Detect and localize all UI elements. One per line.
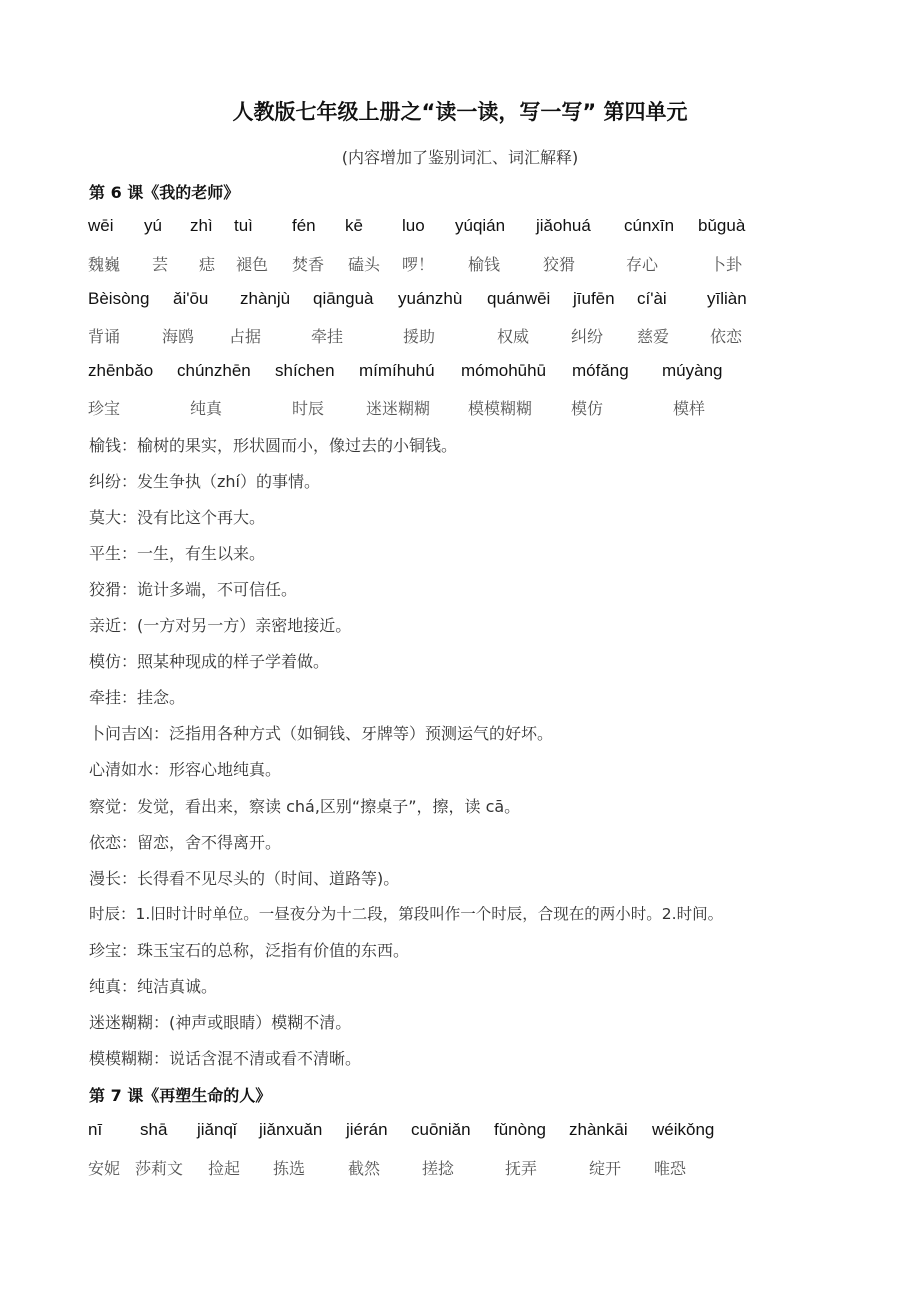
vocab-word: 绽开: [589, 1159, 622, 1178]
vocab-word: 榆钱: [468, 255, 501, 274]
pinyin-word: chúnzhēn: [177, 361, 251, 380]
definition-line: 牵挂：挂念。: [89, 688, 186, 707]
definition-line: 察觉：发觉，看出来，察读 chá,区别“擦桌子”，擦，读 cā。: [89, 797, 521, 816]
vocab-word: 褪色: [236, 255, 269, 274]
vocab-word: 唯恐: [654, 1159, 687, 1178]
vocab-word: 迷迷糊糊: [366, 399, 431, 418]
vocab-word: 存心: [626, 255, 659, 274]
pinyin-word: nī: [88, 1120, 103, 1139]
vocab-word: 莎莉文: [135, 1159, 184, 1178]
pinyin-row: [0, 361, 920, 385]
pinyin-word: zhànjù: [240, 289, 291, 308]
pinyin-word: Bèisòng: [88, 289, 150, 308]
vocab-word: 时辰: [292, 399, 325, 418]
vocab-word: 啰！: [402, 255, 435, 274]
vocab-word: 捡起: [208, 1159, 241, 1178]
hanzi-row: [0, 252, 920, 276]
definition-line: 模仿：照某种现成的样子学着做。: [89, 652, 330, 671]
pinyin-word: mófǎng: [572, 361, 629, 380]
vocab-word: 援助: [403, 327, 436, 346]
vocab-word: 搓捻: [422, 1159, 455, 1178]
definition-line: 纠纷：发生争执（zhí）的事情。: [89, 472, 320, 491]
definition-line: 模模糊糊：说话含混不清或看不清晰。: [89, 1049, 362, 1068]
pinyin-word: mómohūhū: [461, 361, 547, 380]
pinyin-word: shíchen: [275, 361, 335, 380]
pinyin-word: cí'ài: [637, 289, 667, 308]
vocab-word: 焚香: [292, 255, 325, 274]
pinyin-word: luo: [402, 216, 425, 235]
definition-line: 莫大：没有比这个再大。: [89, 508, 266, 527]
vocab-word: 纯真: [190, 399, 223, 418]
vocab-word: 拣选: [273, 1159, 306, 1178]
vocab-word: 魏巍: [88, 255, 121, 274]
definition-line: 平生：一生，有生以来。: [89, 544, 266, 563]
definition-line: 漫长：长得看不见尽头的（时间、道路等)。: [89, 869, 400, 888]
pinyin-word: qiānguà: [313, 289, 374, 308]
lesson-7-heading: 第 7 课《再塑生命的人》: [89, 1086, 272, 1105]
pinyin-word: kē: [345, 216, 363, 235]
vocab-word: 芸: [152, 255, 169, 274]
hanzi-row: [0, 324, 920, 348]
vocab-word: 抚弄: [505, 1159, 538, 1178]
vocab-word: 磕头: [348, 255, 381, 274]
pinyin-word: cúnxīn: [624, 216, 675, 235]
pinyin-word: wēi: [88, 216, 114, 235]
definition-line: 纯真：纯洁真诚。: [89, 977, 218, 996]
pinyin-word: jiǎohuá: [536, 216, 591, 235]
pinyin-word: zhēnbǎo: [88, 361, 154, 380]
pinyin-word: zhì: [190, 216, 213, 235]
pinyin-word: yuánzhù: [398, 289, 463, 308]
pinyin-word: shā: [140, 1120, 168, 1139]
definition-line: 狡猾：诡计多端，不可信任。: [89, 580, 298, 599]
document-subtitle: (内容增加了鉴别词汇、词汇解释): [341, 148, 579, 167]
pinyin-word: mímíhuhú: [359, 361, 435, 380]
pinyin-word: yúqián: [455, 216, 506, 235]
vocab-word: 牵挂: [311, 327, 344, 346]
definition-line: 时辰：1.旧时计时单位。一昼夜分为十二段，第段叫作一个时辰，合现在的两小时。2.时间。: [89, 905, 724, 923]
definition-line: 亲近：(一方对另一方）亲密地接近。: [89, 616, 352, 635]
pinyin-word: yú: [144, 216, 162, 235]
hanzi-row: [0, 396, 920, 420]
vocab-word: 安妮: [88, 1159, 121, 1178]
pinyin-row: [0, 1120, 920, 1144]
definition-line: 珍宝：珠玉宝石的总称，泛指有价值的东西。: [89, 941, 410, 960]
pinyin-word: zhànkāi: [569, 1120, 628, 1139]
lesson-6-heading: 第 6 课《我的老师》: [89, 183, 240, 202]
pinyin-word: cuōniǎn: [411, 1120, 471, 1139]
pinyin-word: fǔnòng: [494, 1120, 546, 1139]
vocab-word: 权威: [497, 327, 530, 346]
pinyin-word: fén: [292, 216, 316, 235]
document-title: 人教版七年级上册之“读一读，写一写” 第四单元: [232, 100, 688, 124]
pinyin-word: bǔguà: [698, 216, 746, 235]
pinyin-word: yīliàn: [707, 289, 747, 308]
vocab-word: 纠纷: [571, 327, 604, 346]
pinyin-row: [0, 216, 920, 240]
pinyin-word: wéikǒng: [652, 1120, 715, 1139]
definition-line: 依恋：留恋，舍不得离开。: [89, 833, 282, 852]
vocab-word: 慈爱: [637, 327, 670, 346]
vocab-word: 模仿: [571, 399, 604, 418]
vocab-word: 模模糊糊: [468, 399, 533, 418]
vocab-word: 截然: [348, 1159, 381, 1178]
hanzi-row: [0, 1156, 920, 1180]
definition-line: 迷迷糊糊：(神声或眼睛）模糊不清。: [89, 1013, 352, 1032]
vocab-word: 狡猾: [543, 255, 576, 274]
pinyin-row: [0, 289, 920, 313]
vocab-word: 珍宝: [88, 399, 121, 418]
pinyin-word: tuì: [234, 216, 253, 235]
vocab-word: 卜卦: [710, 255, 743, 274]
definition-line: 心清如水：形容心地纯真。: [89, 760, 282, 779]
definition-line: 榆钱：榆树的果实，形状圆而小，像过去的小铜钱。: [89, 436, 458, 455]
vocab-word: 依恋: [710, 327, 743, 346]
definition-line: 卜问吉凶：泛指用各种方式（如铜钱、牙牌等）预测运气的好坏。: [89, 724, 554, 743]
pinyin-word: jīufēn: [573, 289, 615, 308]
vocab-word: 背诵: [88, 327, 121, 346]
pinyin-word: jiérán: [346, 1120, 388, 1139]
pinyin-word: jiǎnxuǎn: [259, 1120, 323, 1139]
pinyin-word: jiǎnqǐ: [197, 1120, 237, 1139]
pinyin-word: múyàng: [662, 361, 723, 380]
vocab-word: 模样: [673, 399, 706, 418]
vocab-word: 海鸥: [162, 327, 195, 346]
pinyin-word: quánwēi: [487, 289, 551, 308]
pinyin-word: ǎi'ōu: [173, 289, 209, 308]
vocab-word: 痣: [199, 255, 216, 274]
vocab-word: 占据: [229, 327, 262, 346]
